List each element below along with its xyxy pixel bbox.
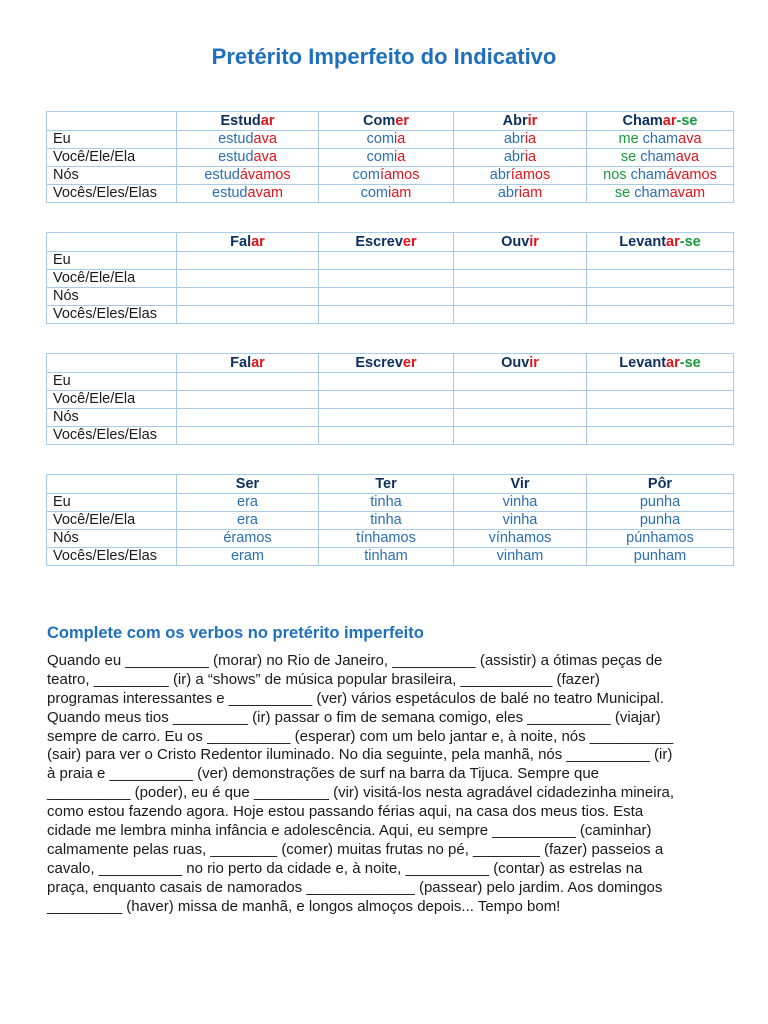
exercise-line: praça, enquanto casais de namorados _____________ (passear) pelo jardim. Aos domingos [47,878,663,896]
pronoun-cell: Você/Ele/Ela [47,270,177,288]
blank-answer-cell [319,427,454,445]
blank-answer-cell [587,391,734,409]
conjugation-cell [587,149,734,167]
conjugation-cell: vínhamos [454,530,587,548]
blank-answer-cell [319,306,454,324]
blank-answer-cell [177,270,319,288]
conjugation-cell [319,149,454,167]
verb-header-falar: Falar [177,354,319,373]
table-row [47,373,734,391]
blank-answer-cell [319,391,454,409]
conjugation-cell: vinha [454,494,587,512]
conjugation-cell: éramos [177,530,319,548]
conjugation-cell: era [177,494,319,512]
table-row [47,288,734,306]
pronoun-cell: Vocês/Eles/Elas [47,306,177,324]
verb-header-levantar-se: Levantar-se [587,354,734,373]
table-row [47,494,734,512]
verb-ending: ava [253,131,277,147]
table-row [47,391,734,409]
exercise-line: (sair) para ver o Cristo Redentor iluminado. No dia seguinte, pela manhã, nós __________ (ir) [47,746,673,764]
conjugation-cell: tinha [319,512,454,530]
verb-stem: estud [218,131,254,147]
conjugation-table-irregular [46,474,734,566]
verb-stem: abr [489,167,511,183]
pronoun-cell: Eu [47,494,177,512]
blank-answer-cell [177,409,319,427]
pronoun-cell: Nós [47,409,177,427]
table-header-row [47,112,734,131]
conjugation-cell [319,185,454,203]
reflexive-pronoun: nos [603,167,631,183]
pronoun-cell: Nós [47,530,177,548]
table-header-row [47,475,734,494]
verb-ending: ava [678,131,702,147]
blank-answer-cell [454,270,587,288]
blank-answer-cell [587,373,734,391]
reflexive-pronoun: se [614,185,635,201]
table-header-row [47,354,734,373]
exercise-line: cavalo, __________ no rio perto da cidade e, à noite, __________ (contar) as estrelas na [47,859,643,877]
conjugation-table-regular [46,111,734,203]
blank-answer-cell [454,427,587,445]
verb-header-estudar: Estudar [177,112,319,131]
table-row [47,427,734,445]
table-row [47,306,734,324]
conjugation-cell [454,167,587,185]
verb-header-ouvir: Ouvir [454,354,587,373]
blank-answer-cell [319,252,454,270]
verb-stem: cham [640,149,676,165]
blank-answer-cell [319,373,454,391]
blank-answer-cell [177,306,319,324]
pronoun-cell: Vocês/Eles/Elas [47,548,177,566]
conjugation-cell [177,149,319,167]
exercise-line: à praia e __________ (ver) demonstrações de surf na barra da Tijuca. Sempre que [47,765,599,783]
verb-header-ser: Ser [177,475,319,494]
table-row [47,131,734,149]
exercise-line: programas interessantes e __________ (ver) vários espetáculos de balé no teatro Municipal. [47,689,665,707]
empty-header-cell [47,354,177,373]
verb-ending: iam [388,185,412,201]
exercise-line: como estou fazendo agora. Hoje estou passando férias aqui, na casa dos meus tios. Esta [47,803,644,821]
conjugation-cell: eram [177,548,319,566]
blank-answer-cell [177,288,319,306]
exercise-line: sempre de carro. Eu os __________ (esperar) com um belo jantar e, à noite, nós __________ [47,727,674,745]
verb-ending: ia [394,149,406,165]
conjugation-cell [587,167,734,185]
blank-answer-cell [177,252,319,270]
exercise-heading: Complete com os verbos no pretérito imperfeito [47,624,424,642]
verb-header-escrever: Escrever [319,233,454,252]
blank-answer-cell [319,409,454,427]
exercise-line: Quando eu __________ (morar) no Rio de Janeiro, __________ (assistir) a ótimas peças de [47,652,663,669]
empty-header-cell [47,475,177,494]
conjugation-cell: púnhamos [587,530,734,548]
reflexive-pronoun: me [618,131,643,147]
verb-stem: cham [634,185,670,201]
exercise-line: _________ (haver) missa de manhã, e longos almoços depois... Tempo bom! [47,897,561,915]
table-row [47,185,734,203]
table-header-row [47,233,734,252]
pronoun-cell: Você/Ele/Ela [47,391,177,409]
conjugation-cell [587,185,734,203]
conjugation-cell: tinha [319,494,454,512]
verb-ending: avam [247,185,283,201]
verb-stem: com [360,185,389,201]
blank-answer-cell [454,306,587,324]
verb-ending: ava [675,149,700,165]
verb-header-levantar-se: Levantar-se [587,233,734,252]
conjugation-cell: vinham [454,548,587,566]
pronoun-cell: Vocês/Eles/Elas [47,185,177,203]
blank-answer-cell [177,391,319,409]
verb-ending: avam [669,185,706,201]
conjugation-table-practice-2 [46,353,734,445]
pronoun-cell: Eu [47,131,177,149]
verb-ending: ávamos [239,167,291,183]
verb-stem: cham [630,167,667,183]
conjugation-cell [319,131,454,149]
verb-header-vir: Vir [454,475,587,494]
verb-ending: íamos [379,167,420,183]
verb-stem: estud [218,149,254,165]
verb-header-abrir: Abrir [454,112,587,131]
blank-answer-cell [587,427,734,445]
blank-answer-cell [454,373,587,391]
blank-answer-cell [587,288,734,306]
table-row [47,512,734,530]
blank-answer-cell [177,427,319,445]
blank-answer-cell [587,409,734,427]
exercise-paragraph [47,652,727,916]
conjugation-table-practice-1 [46,232,734,324]
table-row [47,530,734,548]
empty-header-cell [47,233,177,252]
exercise-line: __________ (poder), eu é que _________ (vir) visitá-los nesta agradável cidadezinha mineira, [47,784,675,802]
verb-stem: estud [212,185,248,201]
verb-header-ter: Ter [319,475,454,494]
table-row [47,548,734,566]
verb-stem: abr [497,185,519,201]
blank-answer-cell [454,409,587,427]
verb-header-escrever: Escrever [319,354,454,373]
pronoun-cell: Nós [47,288,177,306]
pronoun-cell: Você/Ele/Ela [47,512,177,530]
table-row [47,270,734,288]
table-row [47,149,734,167]
verb-ending: iam [518,185,543,201]
page-title: Pretérito Imperfeito do Indicativo [211,44,557,69]
verb-ending: ava [253,149,277,165]
conjugation-cell: tínhamos [319,530,454,548]
verb-ending: ia [394,131,406,147]
conjugation-cell: punha [587,494,734,512]
verb-stem: abr [503,131,525,147]
verb-stem: com [352,167,380,183]
blank-answer-cell [177,373,319,391]
verb-header-por: Pôr [587,475,734,494]
exercise-line: cidade me lembra minha infância e adolescência. Aqui, eu sempre __________ (caminhar) [47,822,652,840]
conjugation-cell [454,185,587,203]
blank-answer-cell [319,288,454,306]
conjugation-cell: vinha [454,512,587,530]
exercise-line: Quando meus tios _________ (ir) passar o fim de semana comigo, eles __________ (viajar) [47,708,661,726]
verb-stem: abr [503,149,525,165]
verb-header-ouvir: Ouvir [454,233,587,252]
pronoun-cell: Nós [47,167,177,185]
conjugation-cell: punha [587,512,734,530]
blank-answer-cell [454,252,587,270]
blank-answer-cell [587,306,734,324]
verb-header-falar: Falar [177,233,319,252]
verb-header-comer: Comer [319,112,454,131]
conjugation-cell [177,167,319,185]
blank-answer-cell [454,288,587,306]
verb-stem: cham [642,131,679,147]
verb-ending: ia [524,149,537,165]
empty-header-cell [47,112,177,131]
conjugation-cell [177,185,319,203]
conjugation-cell [177,131,319,149]
reflexive-pronoun: se [620,149,641,165]
blank-answer-cell [454,391,587,409]
verb-ending: íamos [510,167,551,183]
blank-answer-cell [587,252,734,270]
verb-ending: ia [524,131,537,147]
verb-header-chamar-se: Chamar-se [587,112,734,131]
conjugation-cell: tinham [319,548,454,566]
verb-stem: com [366,149,395,165]
pronoun-cell: Vocês/Eles/Elas [47,427,177,445]
table-row [47,252,734,270]
exercise-line: calmamente pelas ruas, ________ (comer) muitas frutas no pé, ________ (fazer) passeios a [47,840,664,858]
verb-stem: estud [204,167,240,183]
table-row [47,409,734,427]
verb-stem: com [366,131,395,147]
pronoun-cell: Eu [47,252,177,270]
conjugation-cell [454,131,587,149]
conjugation-cell: punham [587,548,734,566]
blank-answer-cell [319,270,454,288]
exercise-line: teatro, _________ (ir) a “shows” de música popular brasileira, ___________ (fazer) [47,670,600,688]
verb-ending: ávamos [666,167,717,183]
conjugation-cell: era [177,512,319,530]
blank-answer-cell [587,270,734,288]
table-row [47,167,734,185]
pronoun-cell: Você/Ele/Ela [47,149,177,167]
conjugation-cell [319,167,454,185]
conjugation-cell [454,149,587,167]
conjugation-cell [587,131,734,149]
pronoun-cell: Eu [47,373,177,391]
